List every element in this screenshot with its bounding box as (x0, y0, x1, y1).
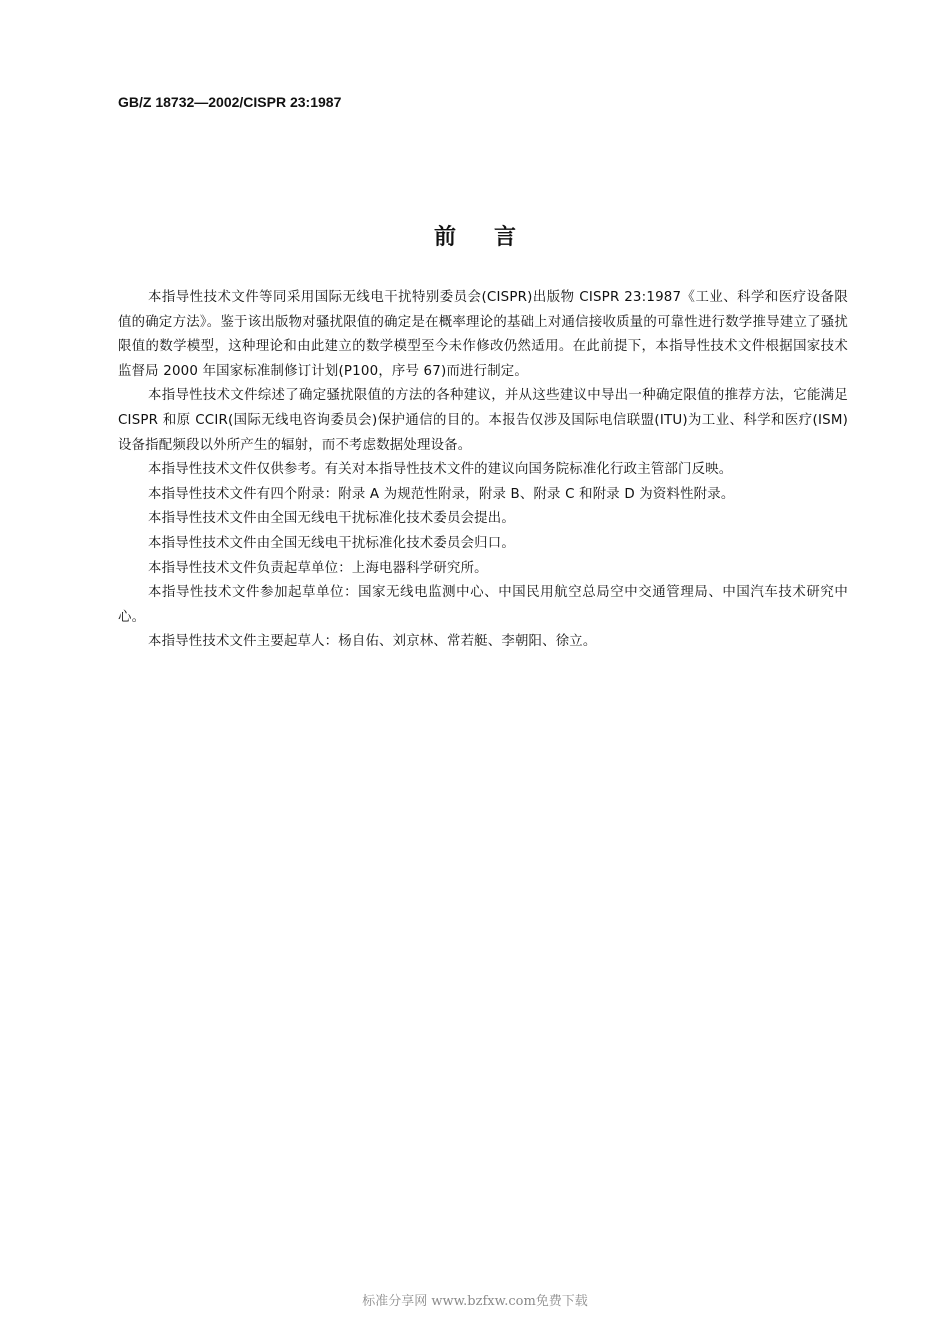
standard-number: GB/Z 18732—2002/CISPR 23:1987 (118, 94, 342, 110)
paragraph: 本指导性技术文件参加起草单位：国家无线电监测中心、中国民用航空总局空中交通管理局、中国汽车技术研究中心。 (118, 585, 848, 625)
paragraph: 本指导性技术文件由全国无线电干扰标准化技术委员会归口。 (148, 535, 515, 551)
paragraph: 本指导性技术文件由全国无线电干扰标准化技术委员会提出。 (148, 511, 515, 527)
paragraph: 本指导性技术文件有四个附录：附录 A 为规范性附录，附录 B、附录 C 和附录 D 为资料性附录。 (148, 486, 735, 502)
foreword-body (118, 286, 848, 655)
footer-watermark: 标准分享网 www.bzfxw.com免费下载 (362, 1294, 588, 1309)
paragraph: 本指导性技术文件等同采用国际无线电干扰特别委员会(CISPR)出版物 CISPR 23:1987《工业、科学和医疗设备限值的确定方法》。鉴于该出版物对骚扰限值的确定是在概率理论的基础上对通信接收质量的可靠性进行数学推导建立了骚扰限值的数学模型，这种理论和由此建立的数学模型至今未作修改仍然适用。在此前提下，本指导性技术文件根据国家技术监督局 2000 年国家标准制修订计划(P100，序号 67)而进行制定。 (118, 290, 848, 379)
paragraph: 本指导性技术文件仅供参考。有关对本指导性技术文件的建议向国务院标准化行政主管部门反映。 (148, 462, 733, 478)
paragraph: 本指导性技术文件主要起草人：杨自佑、刘京林、常若艇、李朝阳、徐立。 (148, 634, 597, 650)
paragraph: 本指导性技术文件负责起草单位：上海电器科学研究所。 (148, 560, 488, 576)
paragraph: 本指导性技术文件综述了确定骚扰限值的方法的各种建议，并从这些建议中导出一种确定限值的推荐方法，它能满足 CISPR 和原 CCIR(国际无线电咨询委员会)保护通信的目的。本报告仅涉及国际电信联盟(ITU)为工业、科学和医疗(ISM)设备指配频段以外所产生的辐射，而不考虑数据处理设备。 (118, 388, 848, 453)
page-title: 前言 (433, 224, 554, 250)
